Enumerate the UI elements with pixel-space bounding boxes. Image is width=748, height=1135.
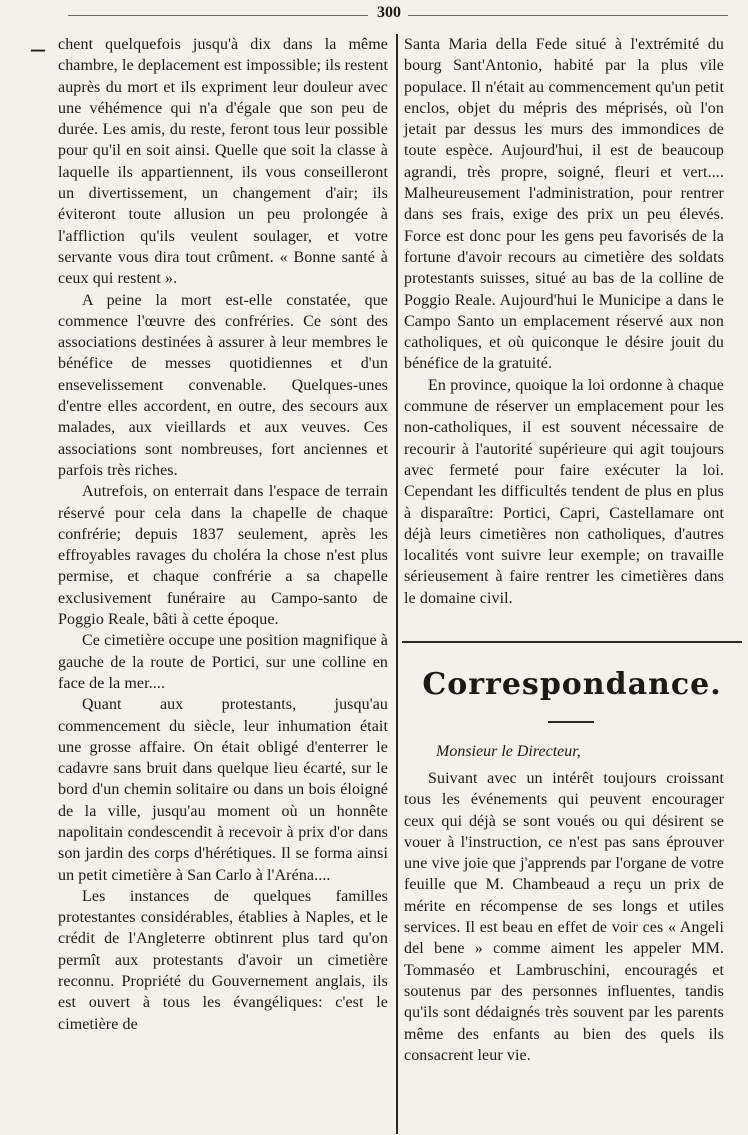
paragraph: Les instances de quelques familles protestantes considérables, établies à Naples, et le crédit de l'Angleterre obtinrent plus tard qu'on permît aux protestants d'avoir un cimetière reconnu. Propriété du Gouvernement anglais, ils est ouvert à tous les évangéliques: c'est le cimetière de <box>58 887 388 1033</box>
page-number: 300 <box>377 4 401 21</box>
right-column-top <box>404 34 724 609</box>
correspondance-body <box>404 768 724 1066</box>
column-divider <box>396 34 398 1134</box>
title-underline <box>548 721 594 723</box>
paragraph: A peine la mort est-elle constatée, que commence l'œuvre des confréries. Ce sont des associations destinées à assurer à leur membres le bénéfice de messes quotidiennes et d'un ensevelissement convenable. Quelques-unes d'entre elles accordent, en outre, des secours aux malades, aux vieillards et aux veuves. Ces associations sont nombreuses, fort anciennes et parfois très riches. <box>58 291 388 479</box>
paragraph: Suivant avec un intérêt toujours croissant tous les événements qui peuvent encourager ceux qui déjà se sont voués ou qui désirent se vouer à l'instruction, ce n'est pas sans éprouver une vive joie que j'apprends par l'organe de votre feuille que M. Chambeaud a reçu un prix de mérite en récompense de ses longs et utiles services. Il est beau en effet de voir ces « Angeli del bene » comme aiment les appeler MM. Tommaséo et Lambruschini, encouragés et soutenus par des personnes influentes, tandis qu'ils sont dédaignés très souvent par les parents même des enfants au bien des quels ils consacrent leur vie. <box>404 770 724 1064</box>
paragraph: En province, quoique la loi ordonne à chaque commune de réserver un emplacement pour les non-catholiques, il est souvent nécessaire de recourir à l'autorité supérieure qui agit toujours avec fermeté pour faire exécuter la loi. Cependant les difficultés tendent de plus en plus à disparaître: Portici, Capri, Castellamare ont déjà leurs cimetières non catholiques, d'autres localités vont suivre leur exemple; on travaille sérieusement à faire rentrer les cimetières dans le domaine civil. <box>404 376 724 607</box>
section-title: Correspondance. <box>422 667 722 702</box>
left-column <box>58 34 388 1035</box>
paragraph: Ce cimetière occupe une position magnifique à gauche de la route de Portici, sur une colline en face de la mer.... <box>58 632 388 692</box>
paragraph: Quant aux protestants, jusqu'au commencement du siècle, leur inhumation était une grosse affaire. On était obligé d'enterrer le cadavre sans bruit dans quelque lieu écarté, sur le bord d'un chemin solitaire ou dans un bois éloigné de la ville, jusqu'au moment où un honnête napolitain condescendit à recevoir à prix d'or dans son jardin des corps d'hérétiques. Il se forma ainsi un petit cimetière à San Carlo à l'Aréna.... <box>58 696 388 884</box>
paragraph: Santa Maria della Fede situé à l'extrémité du bourg Sant'Antonio, habité par la plus vile populace. Il n'était au commencement qu'un petit enclos, objet du mépris des méprisés, où l'on jetait par dessus les murs des immondices de toute espèce. Aujourd'hui, il est de beaucoup agrandi, très propre, soigné, fleuri et vert.... Malheureusement l'administration, pour rentrer dans ses frais, exige des prix un peu élevés. Force est donc pour les gens peu favorisés de la fortune d'avoir recours au cimetière des soldats protestants suisses, situé au bas de la colline de Poggio Reale. Aujourd'hui le Municipe a dans le Campo Santo un emplacement réservé aux non catholiques, et où quiconque le désire jouit du bénéfice de la gratuité. <box>404 36 724 373</box>
page-header <box>0 0 748 30</box>
section-divider <box>402 641 742 643</box>
header-rule-right <box>408 15 728 16</box>
header-rule-left <box>68 15 368 16</box>
salutation: Monsieur le Directeur, <box>436 743 581 760</box>
paragraph: chent quelquefois jusqu'à dix dans la même chambre, le deplacement est impossible; ils restent auprès du mort et ils expriment leur douleur avec une véhémence qui n'a d'égale que son peu de durée. Les amis, du reste, feront tous leur possible pour qu'il en soit ainsi. Quelle que soit la classe à laquelle ils appartiennent, ils vous conseilleront un divertissement, un changement d'air; ils éviteront toute allusion un peu prolongée à l'affliction qu'ils veulent soulager, et votre servante vous dira tout crûment. « Bonne santé à ceux qui restent ». <box>58 36 388 288</box>
paragraph: Autrefois, on enterrait dans l'espace de terrain réservé pour cela dans la chapelle de chaque confrérie; depuis 1837 seulement, après les effroyables ravages du choléra la chose n'est plus permise, et chaque confrérie a sa chapelle exclusivement funéraire au Campo-santo de Poggio Reale, bâti à cette époque. <box>58 483 388 629</box>
margin-mark: — <box>30 40 46 59</box>
